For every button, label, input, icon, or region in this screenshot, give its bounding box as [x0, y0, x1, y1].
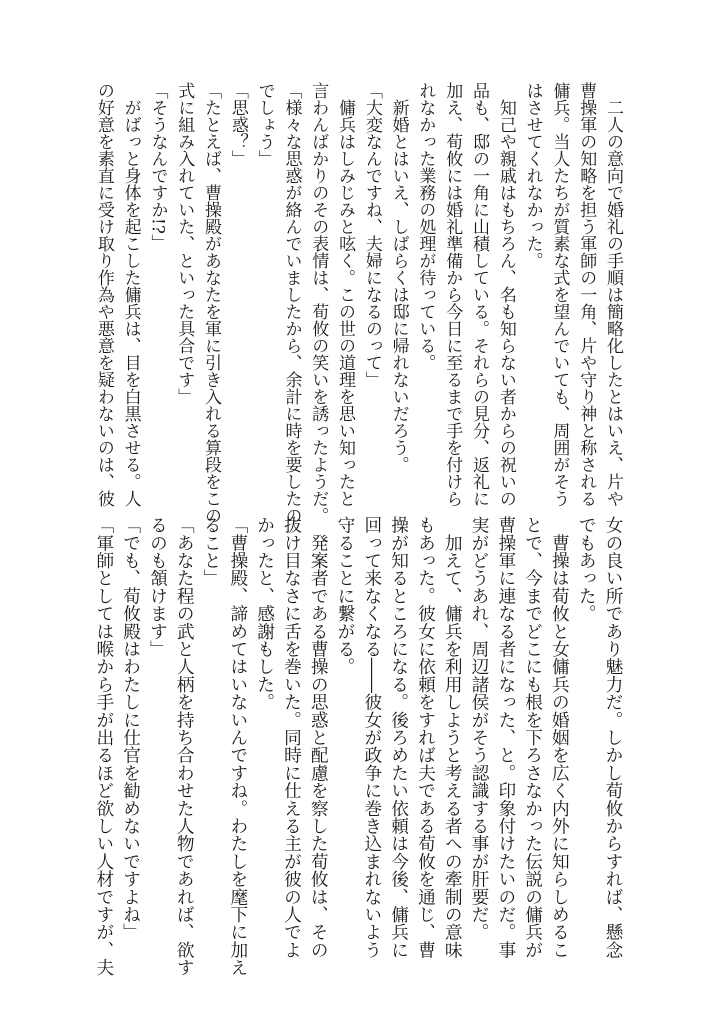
text-line: 「思惑？」	[227, 82, 248, 167]
text-line: 「あなた程の武と人柄を持ち合わせた人物であれば、欲す	[174, 516, 195, 977]
text-line: 「曹操殿、諦めてはいないんですね。わたしを麾下に加え	[227, 516, 248, 977]
text-line: 傭兵はしみじみと呟く。この世の道理を思い知ったと	[335, 82, 356, 507]
text-line: るのも頷けます」	[147, 516, 168, 658]
text-line: 知己や親戚はもちろん、名も知らない者からの祝いの	[495, 82, 516, 507]
text-line: 「軍師としては喉から手が出るほど欲しい人材ですが、夫	[93, 516, 114, 977]
text-block-bottom	[90, 516, 626, 977]
text-line: 操が知るところになる。後ろめたい依頼は今後、傭兵に	[388, 516, 409, 959]
text-line: 加え、荀攸には婚礼準備から今日に至るまで手を付けら	[442, 82, 463, 507]
text-line: でしょう」	[254, 82, 275, 167]
text-line: 「様々な思惑が絡んでいましたから、余計に時を要したの	[281, 82, 302, 524]
text-line: 曹操は荀攸と女傭兵の婚姻を広く内外に知らしめるこ	[549, 516, 570, 959]
text-line: とで、今までどこにも根を下ろさなかった伝説の傭兵が	[522, 516, 543, 959]
text-line: かったと、感謝もした。	[254, 516, 275, 711]
text-line: 傭兵。当人たちが質素な式を望んでいても、周囲がそう	[549, 82, 570, 507]
text-line: 加えて、傭兵を利用しようと考える者への牽制の意味	[442, 516, 463, 959]
text-line: もあった。彼女に依頼をすれば夫である荀攸を通じ、曹	[415, 516, 436, 959]
text-line: 「そうなんですか!?」	[147, 82, 168, 251]
text-line: 発案者である曹操の思惑と配慮を察した荀攸は、その	[308, 516, 329, 959]
text-line: 「たとえば、曹操殿があなたを軍に引き入れる算段をこの	[201, 82, 222, 524]
text-line: がばっと身体を起こした傭兵は、目を白黒させる。人	[120, 82, 141, 507]
text-line: 式に組み入れていた、といった具合です」	[174, 82, 195, 405]
text-line: 曹操軍の知略を担う軍師の一角、片や守り神と称される	[576, 82, 597, 507]
text-line: 言わんばかりのその表情は、荀攸の笑いを誘ったようだ。	[308, 82, 329, 524]
text-line: 「大変なんですね、夫婦になるのって」	[361, 82, 382, 388]
text-line: 回って来なくなる――彼女が政争に巻き込まれないよう	[361, 516, 382, 959]
text-line: でもあった。	[576, 516, 597, 623]
text-line: の好意を素直に受け取り作為や悪意を疑わないのは、彼	[93, 82, 114, 507]
text-line: 抜け目なさに舌を巻いた。同時に仕える主が彼の人でよ	[281, 516, 302, 959]
text-block-top	[90, 82, 626, 524]
text-line: 「でも、荀攸殿はわたしに仕官を勧めないですよね」	[120, 516, 141, 941]
text-line: 実がどうあれ、周辺諸侯がそう認識する事が肝要だ。	[469, 516, 490, 941]
text-line: 二人の意向で婚礼の手順は簡略化したとはいえ、片や	[603, 82, 623, 507]
text-line: 品も、邸の一角に山積している。それらの見分、返礼に	[469, 82, 490, 507]
text-line: はさせてくれなかった。	[522, 82, 543, 269]
text-line: 女の良い所であり魅力だ。しかし荀攸からすれば、懸念	[603, 516, 623, 959]
text-line: 守ることに繋がる。	[335, 516, 356, 676]
text-line: 曹操軍に連なる者になった、と。印象付けたいのだ。事	[495, 516, 516, 959]
text-line: れなかった業務の処理が待っている。	[415, 82, 436, 371]
text-line: 新婚とはいえ、しばらくは邸に帰れないだろう。	[388, 82, 409, 473]
text-line: ること」	[201, 516, 222, 587]
